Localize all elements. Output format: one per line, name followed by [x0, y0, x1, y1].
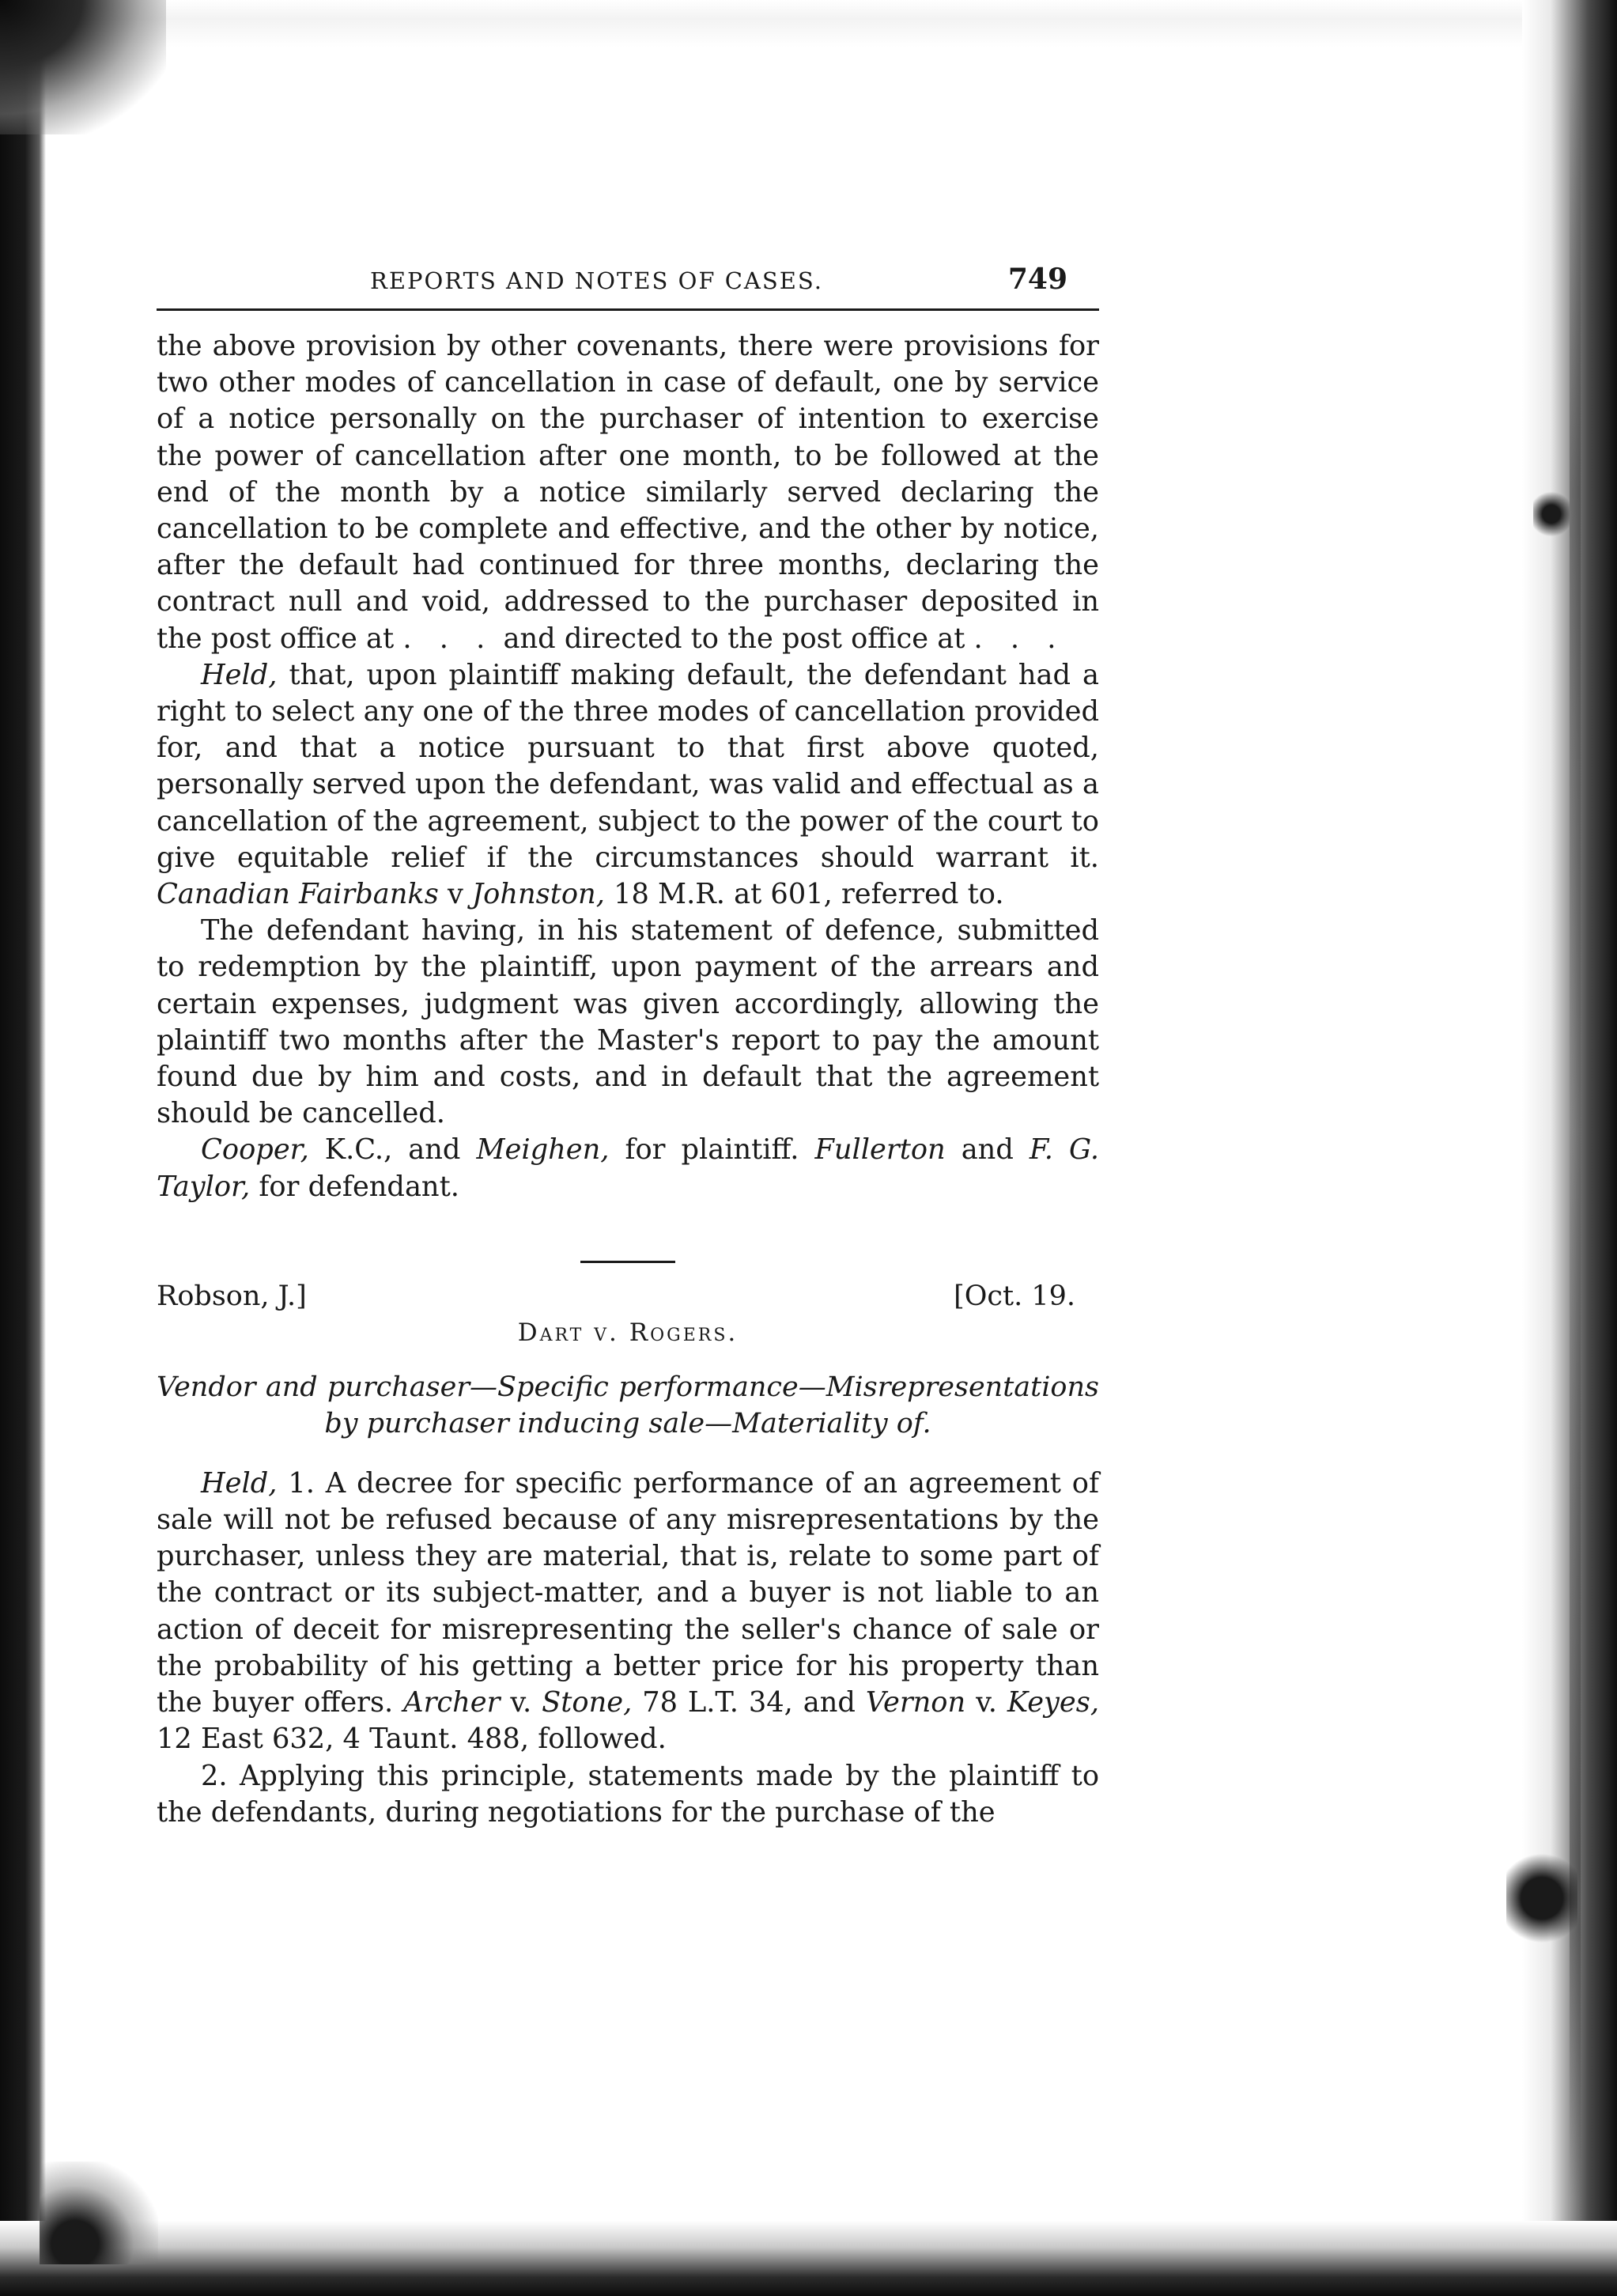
case-two-text: [157, 1466, 1099, 1831]
judge-name: Robson, J.]: [157, 1280, 307, 1312]
scan-edge-left: [0, 0, 46, 2296]
section-divider: [580, 1261, 675, 1263]
scan-smudge: [1533, 490, 1570, 538]
headnote: Vendor and purchaser—Specific performance—Misrepresentations by purchaser inducing sale—Materiality of.: [157, 1371, 1099, 1439]
scan-smudge: [1506, 1851, 1577, 1946]
scan-smudge: [40, 2162, 158, 2264]
running-title: REPORTS AND NOTES OF CASES.: [370, 267, 823, 294]
page-content: [157, 261, 1099, 1831]
paragraph: Held, that, upon plaintiff making default, the defendant had a right to select any one of the three modes of cancellation provided for, and that a notice pursuant to that first above quoted, personally served upon the defendant, was valid and effectual as a cancellation of the agreement, subject to the power of the court to give equitable relief if the circumstances should warrant it. Canadian Fairbanks v Johnston, 18 M.R. at 601, referred to.: [157, 658, 1099, 911]
case-one-text: [157, 328, 1099, 1205]
scan-edge-bottom: [0, 2221, 1617, 2296]
scan-corner-shadow: [0, 0, 166, 134]
paragraph: The defendant having, in his statement of defence, submitted to redemption by the plaintiff, upon payment of the arrears and certain expenses, judgment was given accordingly, allowing the plaintiff two months after the Master's report to pay the amount found due by him and costs, and in default that the agreement should be cancelled.: [157, 914, 1099, 1130]
paragraph: Held, 1. A decree for specific performance of an agreement of sale will not be refused because of any misrepresentations by the purchaser, unless they are material, that is, relate to some part of the contract or its subject-matter, and a buyer is not liable to an action of deceit for misrepresenting the seller's chance of sale or the probability of his getting a better price for his property than the buyer offers. Archer v. Stone, 78 L.T. 34, and Vernon v. Keyes, 12 East 632, 4 Taunt. 488, followed.: [157, 1466, 1100, 1756]
case-heading-line: [157, 1280, 1099, 1317]
page-number: 749: [1007, 263, 1067, 296]
running-header: [157, 261, 1099, 311]
case-date: [Oct. 19.: [954, 1280, 1075, 1312]
counsel-line: Cooper, K.C., and Meighen, for plaintiff. Fullerton and F. G. Taylor, for defendant.: [157, 1133, 1100, 1203]
scan-edge-top: [0, 0, 1617, 47]
paragraph: 2. Applying this principle, statements made by the plaintiff to the defendants, during negotiations for the purchase of the: [157, 1759, 1099, 1829]
case-title: Dart v. Rogers.: [517, 1318, 739, 1347]
paragraph: the above provision by other covenants, there were provisions for two other modes of cancellation in case of default, one by service of a notice personally on the purchaser of intention to exercise the power of cancellation after one month, to be followed at the end of the month by a notice similarly served declaring the cancellation to be complete and effective, and the other by notice, after the default had continued for three months, declaring the contract null and void, addressed to the purchaser deposited in the post office at . . . and directed to the post office at . . .: [157, 330, 1099, 655]
